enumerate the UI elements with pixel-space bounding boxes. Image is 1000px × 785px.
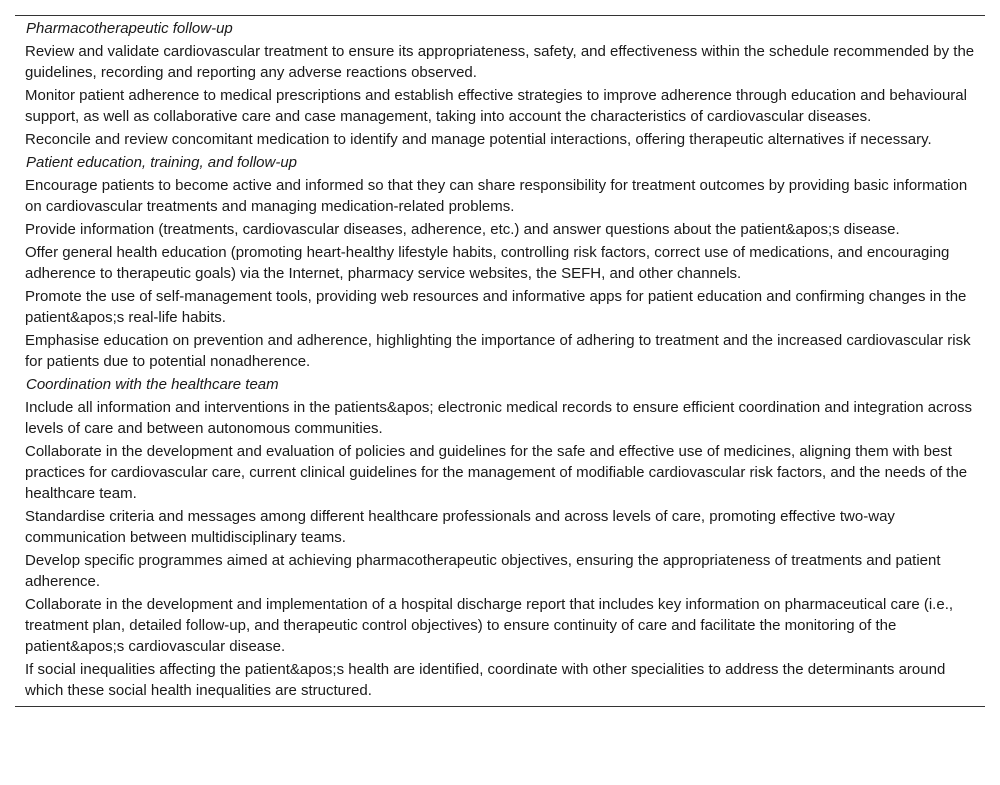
pharmaceutical-care-table (15, 15, 985, 707)
table-row: Monitor patient adherence to medical prescriptions and establish effective strategies to improve adherence through education and behavioural support, as well as collaborative care and case management, taking into account the characteristics of cardiovascular diseases. (25, 87, 967, 125)
table-row: Review and validate cardiovascular treatment to ensure its appropriateness, safety, and effectiveness within the schedule recommended by the guidelines, recording and reporting any adverse reactions observed. (25, 43, 975, 81)
table-row: Develop specific programmes aimed at achieving pharmacotherapeutic objectives, ensuring the appropriateness of treatments and patient adherence. (25, 552, 941, 590)
section-heading: Coordination with the healthcare team (26, 376, 279, 393)
table-row: Include all information and interventions in the patients&apos; electronic medical records to ensure efficient coordination and integration across levels of care and between autonomous communities. (25, 399, 972, 437)
table-row: Provide information (treatments, cardiovascular diseases, adherence, etc.) and answer questions about the patient&apos;s disease. (25, 221, 900, 238)
table-row: Collaborate in the development and evaluation of policies and guidelines for the safe and effective use of medicines, aligning them with best practices for cardiovascular care, current clinical guidelines for the management of modifiable cardiovascular risk factors, and the needs of the healthcare team. (25, 443, 968, 502)
section-heading: Pharmacotherapeutic follow-up (26, 20, 233, 37)
section-patient-education (15, 152, 985, 372)
table-row: Reconcile and review concomitant medication to identify and manage potential interactions, offering therapeutic alternatives if necessary. (25, 131, 932, 148)
table-row: Encourage patients to become active and informed so that they can share responsibility for treatment outcomes by providing basic information on cardiovascular treatments and managing medication-related problems. (25, 177, 968, 215)
section-heading: Patient education, training, and follow-up (26, 154, 298, 171)
table-row: Collaborate in the development and implementation of a hospital discharge report that includes key information on pharmaceutical care (i.e., treatment plan, detailed follow-up, and therapeutic control objectives) to ensure continuity of care and facilitate the monitoring of the patient&apos;s cardiovascular disease. (25, 596, 954, 655)
table-row: Promote the use of self-management tools, providing web resources and informative apps for patient education and confirming changes in the patient&apos;s real-life habits. (25, 288, 967, 326)
table-row: Standardise criteria and messages among different healthcare professionals and across levels of care, promoting effective two-way communication between multidisciplinary teams. (25, 508, 895, 546)
table-row: If social inequalities affecting the patient&apos;s health are identified, coordinate with other specialities to address the determinants around which these social health inequalities are structured. (25, 661, 946, 699)
section-coordination-healthcare-team (15, 374, 985, 701)
table-row: Emphasise education on prevention and adherence, highlighting the importance of adhering to treatment and the increased cardiovascular risk for patients due to potential nonadherence. (25, 332, 971, 370)
table-row: Offer general health education (promoting heart-healthy lifestyle habits, controlling risk factors, correct use of medications, and encouraging adherence to therapeutic goals) via the Internet, pharmacy service websites, the SEFH, and other channels. (25, 244, 950, 282)
section-pharmacotherapeutic-follow-up (15, 18, 985, 150)
